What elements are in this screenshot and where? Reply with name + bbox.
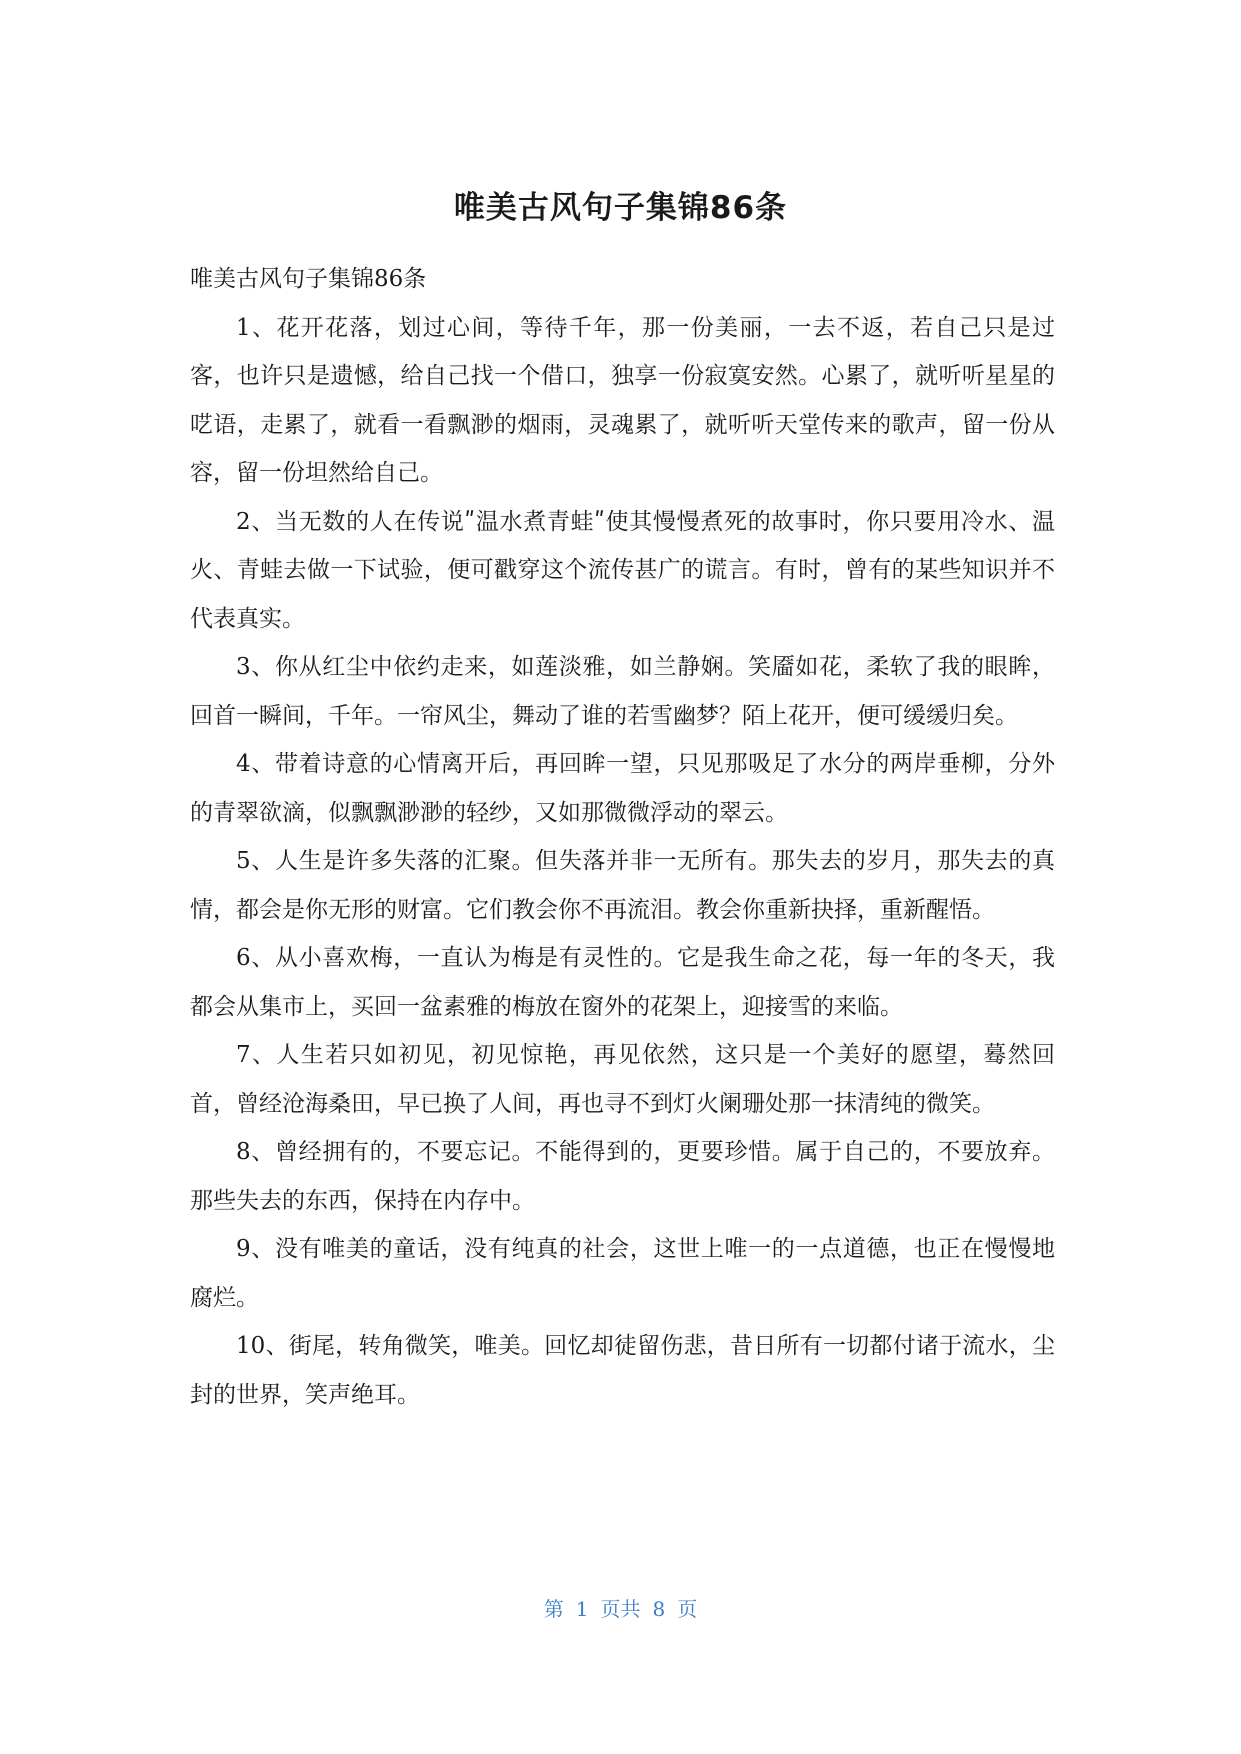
footer-total-pages: 8	[652, 1597, 666, 1621]
document-title: 唯美古风句子集锦86条	[453, 190, 788, 226]
paragraph-2: 2、当无数的人在传说ʺ温水煮青蛙ʺ使其慢慢煮死的故事时，你只要用冷水、温火、青蛙去做一下试验，便可戳穿这个流传甚广的谎言。有时，曾有的某些知识并不代表真实。	[190, 508, 1055, 632]
paragraph-6: 6、从小喜欢梅，一直认为梅是有灵性的。它是我生命之花，每一年的冬天，我都会从集市上，买回一盆素雅的梅放在窗外的花架上，迎接雪的来临。	[190, 945, 1055, 1020]
footer-prefix: 第	[543, 1597, 564, 1621]
footer-page-number: 1	[575, 1597, 589, 1621]
paragraph-8: 8、曾经拥有的，不要忘记。不能得到的，更要珍惜。属于自己的，不要放弃。那些失去的东西，保持在内存中。	[190, 1139, 1055, 1214]
footer-middle: 页共	[600, 1597, 641, 1621]
paragraph-10: 10、街尾，转角微笑，唯美。回忆却徒留伤悲，昔日所有一切都付诸于流水，尘封的世界，笑声绝耳。	[190, 1333, 1055, 1408]
document-subtitle: 唯美古风句子集锦86条	[190, 266, 427, 292]
document-body	[190, 255, 1055, 1419]
paragraph-5: 5、人生是许多失落的汇聚。但失落并非一无所有。那失去的岁月，那失去的真情，都会是你无形的财富。它们教会你不再流泪。教会你重新抉择，重新醒悟。	[190, 848, 1055, 923]
paragraph-4: 4、带着诗意的心情离开后，再回眸一望，只见那吸足了水分的两岸垂柳，分外的青翠欲滴，似飘飘渺渺的轻纱，又如那微微浮动的翠云。	[190, 751, 1055, 826]
paragraph-9: 9、没有唯美的童话，没有纯真的社会，这世上唯一的一点道德，也正在慢慢地腐烂。	[190, 1236, 1055, 1311]
paragraph-1: 1、花开花落，划过心间，等待千年，那一份美丽，一去不返，若自己只是过客，也许只是遗憾，给自己找一个借口，独享一份寂寞安然。心累了，就听听星星的呓语，走累了，就看一看飘渺的烟雨，灵魂累了，就听听天堂传来的歌声，留一份从容，留一份坦然给自己。	[190, 314, 1055, 486]
paragraph-3: 3、你从红尘中依约走来，如莲淡雅，如兰静娴。笑靥如花，柔软了我的眼眸，回首一瞬间，千年。一帘风尘，舞动了谁的若雪幽梦？陌上花开，便可缓缓归矣。	[190, 654, 1055, 729]
page-footer	[0, 1594, 1241, 1624]
paragraph-7: 7、人生若只如初见，初见惊艳，再见依然，这只是一个美好的愿望，蓦然回首，曾经沧海桑田，早已换了人间，再也寻不到灯火阑珊处那一抹清纯的微笑。	[190, 1042, 1055, 1117]
footer-suffix: 页	[677, 1597, 698, 1621]
